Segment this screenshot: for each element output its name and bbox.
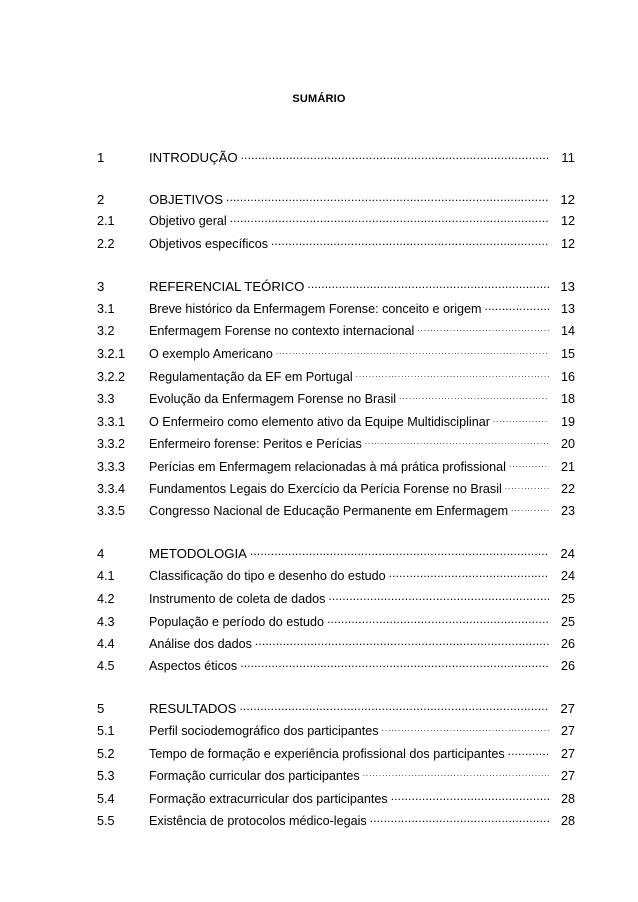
- toc-leader-dots: [255, 634, 549, 648]
- toc-entry-page-number: 13: [560, 279, 575, 294]
- toc-entry-page-number: 28: [560, 792, 575, 806]
- toc-entry-number: 2.2: [97, 237, 115, 251]
- toc-entry-number: 3.3.4: [97, 482, 126, 496]
- toc-leader-dots: [363, 766, 549, 780]
- toc-leader-dots: [382, 721, 549, 735]
- toc-leader-dots: [241, 148, 549, 162]
- toc-entry-number: 4: [97, 546, 105, 561]
- toc-entry-page-number: 18: [560, 392, 575, 406]
- toc-entry-page-number: 27: [560, 701, 575, 716]
- toc-entry[interactable]: [97, 277, 575, 297]
- toc-entry-label: Enfermagem Forense no contexto internacional: [149, 324, 415, 338]
- toc-entry-page-number: 24: [560, 546, 575, 561]
- toc-entry-number: 3.3.2: [97, 437, 126, 451]
- toc-entry-label: Perícias em Enfermagem relacionadas à má prática profissional: [149, 460, 506, 474]
- toc-leader-dots: [511, 501, 549, 515]
- toc-entry-page-number: 26: [560, 659, 575, 673]
- toc-entry[interactable]: [97, 234, 575, 254]
- toc-entry-page-number: 27: [560, 724, 575, 738]
- toc-entry[interactable]: [97, 211, 575, 231]
- toc-entry-label: METODOLOGIA: [149, 546, 247, 561]
- toc-entry-label: Formação curricular dos participantes: [149, 769, 360, 783]
- toc-entry[interactable]: [97, 699, 575, 719]
- toc-entry-number: 5.1: [97, 724, 115, 738]
- toc-entry[interactable]: [97, 190, 575, 210]
- toc-entry-label: Objetivos específicos: [149, 237, 268, 251]
- toc-entry-page-number: 16: [560, 370, 575, 384]
- toc-entry-number: 4.1: [97, 569, 115, 583]
- toc-entry-label: Fundamentos Legais do Exercício da Perícia Forense no Brasil: [149, 482, 502, 496]
- toc-entry-label: Classificação do tipo e desenho do estudo: [149, 569, 386, 583]
- toc-entry-page-number: 27: [560, 769, 575, 783]
- toc-entry[interactable]: [97, 811, 575, 831]
- toc-entry-page-number: 15: [560, 347, 575, 361]
- toc-entry[interactable]: [97, 412, 575, 432]
- toc-entry-label: OBJETIVOS: [149, 192, 224, 207]
- toc-entry-label: Congresso Nacional de Educação Permanente em Enfermagem: [149, 504, 509, 518]
- toc-entry-page-number: 25: [560, 592, 575, 606]
- toc-entry-number: 2: [97, 192, 105, 207]
- toc-entry-number: 5.4: [97, 792, 115, 806]
- toc-entry-label: Formação extracurricular dos participantes: [149, 792, 388, 806]
- toc-entry-number: 4.4: [97, 637, 115, 651]
- toc-entry-label: INTRODUÇÃO: [149, 150, 238, 165]
- toc-leader-dots: [240, 656, 549, 670]
- toc-entry[interactable]: [97, 389, 575, 409]
- toc-leader-dots: [271, 234, 549, 248]
- toc-leader-dots: [370, 811, 549, 825]
- toc-entry[interactable]: [97, 434, 575, 454]
- toc-entry-label: REFERENCIAL TEÓRICO: [149, 279, 305, 294]
- toc-entry[interactable]: [97, 566, 575, 586]
- toc-entry-number: 3.2.2: [97, 370, 126, 384]
- toc-entry[interactable]: [97, 148, 575, 168]
- toc-entry-page-number: 26: [560, 637, 575, 651]
- toc-entry[interactable]: [97, 501, 575, 521]
- toc-entry-label: População e período do estudo: [149, 615, 325, 629]
- toc-entry-number: 4.2: [97, 592, 115, 606]
- toc-entry-label: Enfermeiro forense: Peritos e Perícias: [149, 437, 362, 451]
- toc-entry-page-number: 21: [560, 460, 575, 474]
- toc-entry-label: Evolução da Enfermagem Forense no Brasil: [149, 392, 397, 406]
- toc-entry-page-number: 12: [560, 237, 575, 251]
- toc-leader-dots: [226, 190, 549, 204]
- toc-entry[interactable]: [97, 744, 575, 764]
- toc-leader-dots: [276, 344, 549, 358]
- toc-leader-dots: [389, 566, 549, 580]
- toc-leader-dots: [307, 277, 549, 291]
- toc-leader-dots: [391, 789, 549, 803]
- toc-entry-page-number: 20: [560, 437, 575, 451]
- toc-leader-dots: [328, 589, 549, 603]
- toc-entry-page-number: 28: [560, 814, 575, 828]
- toc-entry-page-number: 12: [560, 192, 575, 207]
- toc-entry[interactable]: [97, 766, 575, 786]
- toc-entry-page-number: 11: [561, 150, 575, 165]
- toc-entry-number: 3.3.5: [97, 504, 126, 518]
- toc-entry-label: O exemplo Americano: [149, 347, 273, 361]
- toc-entry-page-number: 14: [560, 324, 575, 338]
- toc-entry[interactable]: [97, 299, 575, 319]
- toc-leader-dots: [230, 211, 549, 225]
- toc-entry-number: 3: [97, 279, 105, 294]
- toc-entry-number: 3.1: [97, 302, 115, 316]
- toc-entry-label: Breve histórico da Enfermagem Forense: conceito e origem: [149, 302, 482, 316]
- toc-entry-page-number: 19: [560, 415, 575, 429]
- toc-entry[interactable]: [97, 656, 575, 676]
- toc-entry-number: 3.3.1: [97, 415, 126, 429]
- toc-leader-dots: [485, 299, 550, 313]
- toc-entry[interactable]: [97, 612, 575, 632]
- toc-entry-label: Objetivo geral: [149, 214, 227, 228]
- toc-entry-number: 3.3: [97, 392, 115, 406]
- toc-entry-number: 2.1: [97, 214, 115, 228]
- toc-entry-number: 5.2: [97, 747, 115, 761]
- toc-entry-label: Existência de protocolos médico-legais: [149, 814, 367, 828]
- toc-entry[interactable]: [97, 367, 575, 387]
- toc-entry-number: 5.5: [97, 814, 115, 828]
- toc-entry-label: Perfil sociodemográfico dos participantes: [149, 724, 379, 738]
- page-title: SUMÁRIO: [292, 93, 346, 105]
- toc-entry-label: Regulamentação da EF em Portugal: [149, 370, 353, 384]
- toc-entry[interactable]: [97, 589, 575, 609]
- toc-entry-label: RESULTADOS: [149, 701, 237, 716]
- toc-entry-page-number: 27: [560, 747, 575, 761]
- toc-entry[interactable]: [97, 789, 575, 809]
- toc-entry-label: Instrumento de coleta de dados: [149, 592, 326, 606]
- toc-leader-dots: [239, 699, 549, 713]
- toc-entry-label: Análise dos dados: [149, 637, 252, 651]
- toc-leader-dots: [365, 434, 549, 448]
- toc-leader-dots: [417, 321, 549, 335]
- toc-entry[interactable]: [97, 634, 575, 654]
- toc-entry-label: Aspectos éticos: [149, 659, 238, 673]
- toc-entry-number: 5: [97, 701, 105, 716]
- toc-entry-label: Tempo de formação e experiência profissional dos participantes: [149, 747, 505, 761]
- toc-entry[interactable]: [97, 479, 575, 499]
- toc-entry-page-number: 13: [560, 302, 575, 316]
- toc-entry[interactable]: [97, 457, 575, 477]
- toc-leader-dots: [505, 479, 549, 493]
- toc-leader-dots: [508, 744, 549, 758]
- toc-entry-number: 3.2.1: [97, 347, 126, 361]
- toc-entry-number: 5.3: [97, 769, 115, 783]
- toc-leader-dots: [509, 457, 549, 471]
- toc-entry-label: O Enfermeiro como elemento ativo da Equipe Multidisciplinar: [149, 415, 490, 429]
- toc-leader-dots: [356, 367, 549, 381]
- toc-entry-page-number: 12: [560, 214, 575, 228]
- toc-leader-dots: [327, 612, 549, 626]
- toc-entry[interactable]: [97, 321, 575, 341]
- toc-entry-page-number: 23: [560, 504, 575, 518]
- toc-entry-page-number: 24: [560, 569, 575, 583]
- toc-entry-page-number: 25: [560, 615, 575, 629]
- toc-entry[interactable]: [97, 544, 575, 564]
- toc-leader-dots: [250, 544, 549, 558]
- toc-entry-page-number: 22: [560, 482, 575, 496]
- toc-entry[interactable]: [97, 721, 575, 741]
- toc-leader-dots: [493, 412, 549, 426]
- toc-entry-number: 1: [97, 150, 105, 165]
- toc-entry-number: 3.2: [97, 324, 115, 338]
- toc-entry-number: 4.5: [97, 659, 115, 673]
- toc-entry-number: 3.3.3: [97, 460, 126, 474]
- toc-leader-dots: [399, 389, 549, 403]
- toc-entry-number: 4.3: [97, 615, 115, 629]
- toc-entry[interactable]: [97, 344, 575, 364]
